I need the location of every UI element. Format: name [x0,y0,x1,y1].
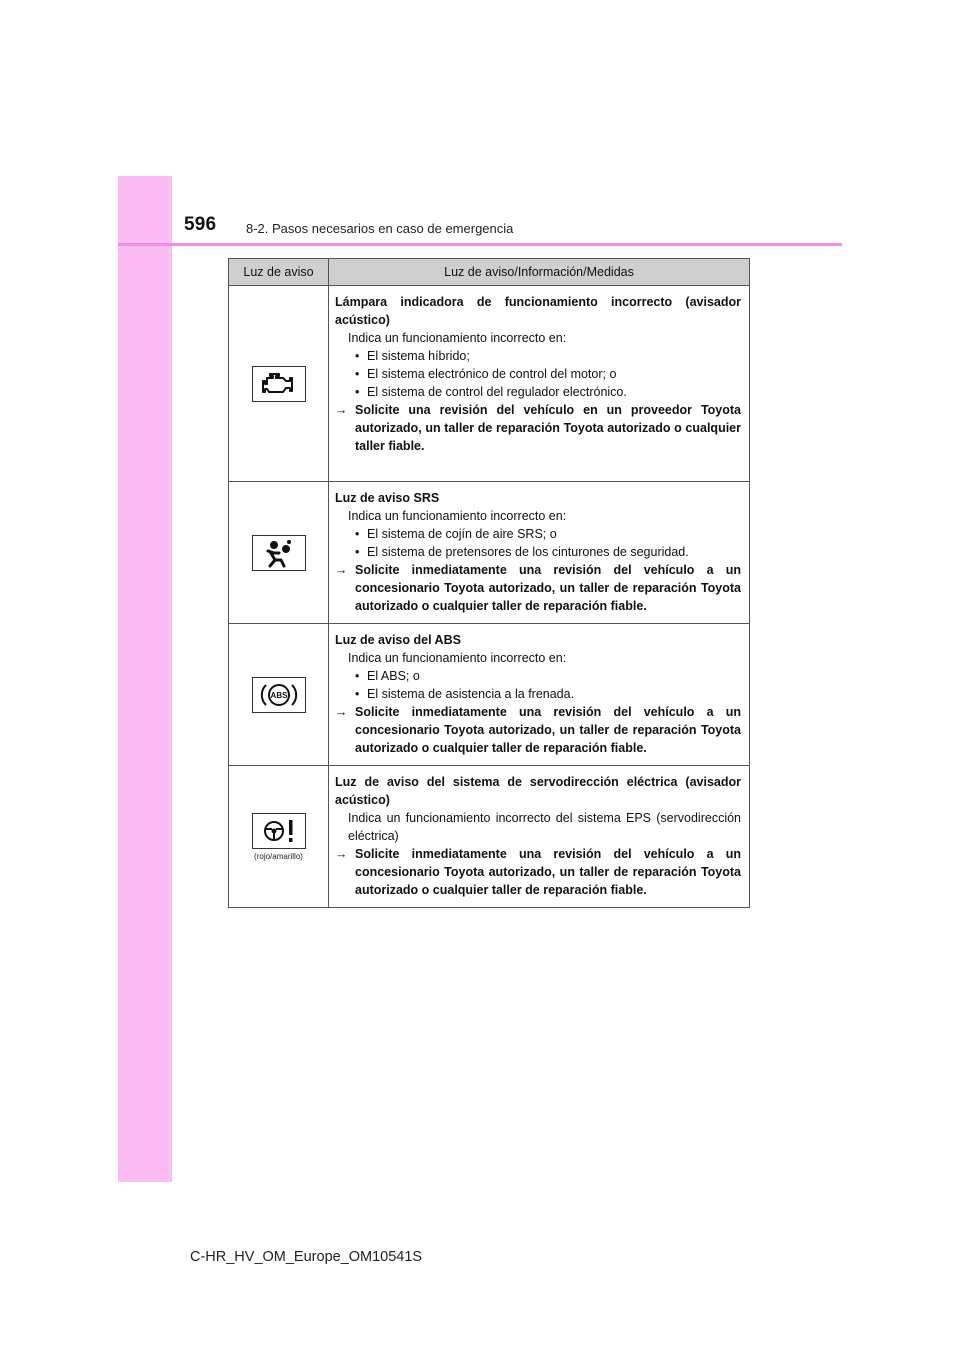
recommended-action [335,845,741,899]
warning-lights-table [228,258,750,908]
action-text: Solicite inmediatamente una revisión del vehículo a un concesionario Toyota autorizado, un taller de reparación Toyota autorizado o cualquier taller de reparación fiable. [355,847,741,897]
bullet-list [335,667,741,703]
warning-title: Luz de aviso SRS [335,491,440,505]
table-row [229,286,750,482]
description-cell [329,766,750,908]
section-title: 8-2. Pasos necesarios en caso de emergencia [246,221,514,236]
description-cell [329,286,750,482]
list-item: • El sistema de asistencia a la frenada. [355,685,741,703]
abs-icon [252,677,306,713]
list-item: • El sistema de cojín de aire SRS; o [355,525,741,543]
arrow-icon: → [335,563,348,577]
bullet-list [335,525,741,561]
action-text: Solicite inmediatamente una revisión del vehículo a un concesionario Toyota autorizado, un taller de reparación Toyota autorizado o cualquier taller de reparación fiable. [355,563,741,613]
table-row [229,624,750,766]
warning-intro: Indica un funcionamiento incorrecto en: [348,331,567,345]
warning-title: Luz de aviso del ABS [335,633,461,647]
list-item: • El sistema híbrido; [355,347,741,365]
page-number: 596 [184,214,217,235]
table-row [229,482,750,624]
action-text: Solicite una revisión del vehículo en un proveedor Toyota autorizado, un taller de reparación Toyota autorizado o cualquier taller fiable. [355,403,741,453]
warning-intro: Indica un funcionamiento incorrecto en: [348,509,567,523]
column-header-warning-light: Luz de aviso [229,259,329,286]
arrow-icon: → [335,705,348,719]
warning-intro: Indica un funcionamiento incorrecto del sistema EPS (servodirección eléctrica) [348,811,741,843]
bullet-list [335,347,741,401]
column-header-info-measures: Luz de aviso/Información/Medidas [329,259,750,286]
check-engine-icon [252,366,306,402]
icon-cell [229,286,329,482]
recommended-action [335,703,741,757]
table-row [229,766,750,908]
icon-caption: (rojo/amarillo) [254,851,303,861]
document-code: C-HR_HV_OM_Europe_OM10541S [190,1249,423,1265]
description-cell [329,624,750,766]
warning-title: Lámpara indicadora de funcionamiento incorrecto (avisador acústico) [335,295,741,327]
warning-title: Luz de aviso del sistema de servodirección eléctrica (avisador acústico) [335,775,741,807]
recommended-action [335,401,741,455]
power-steering-warning-icon [252,813,306,849]
srs-airbag-icon [252,535,306,571]
list-item: • El sistema electrónico de control del motor; o [355,365,741,383]
list-item: • El ABS; o [355,667,741,685]
side-margin-band [118,176,172,1182]
icon-cell [229,624,329,766]
list-item: • El sistema de pretensores de los cinturones de seguridad. [355,543,741,561]
list-item: • El sistema de control del regulador electrónico. [355,383,741,401]
icon-cell [229,482,329,624]
table-header-row [229,259,750,286]
abs-icon-label: ABS [270,690,287,700]
warning-intro: Indica un funcionamiento incorrecto en: [348,651,567,665]
description-cell [329,482,750,624]
icon-cell [229,766,329,908]
arrow-icon: → [335,847,348,861]
recommended-action [335,561,741,615]
arrow-icon: → [335,403,348,417]
action-text: Solicite inmediatamente una revisión del vehículo a un concesionario Toyota autorizado, un taller de reparación Toyota autorizado o cualquier taller de reparación fiable. [355,705,741,755]
header-rule [118,243,842,246]
